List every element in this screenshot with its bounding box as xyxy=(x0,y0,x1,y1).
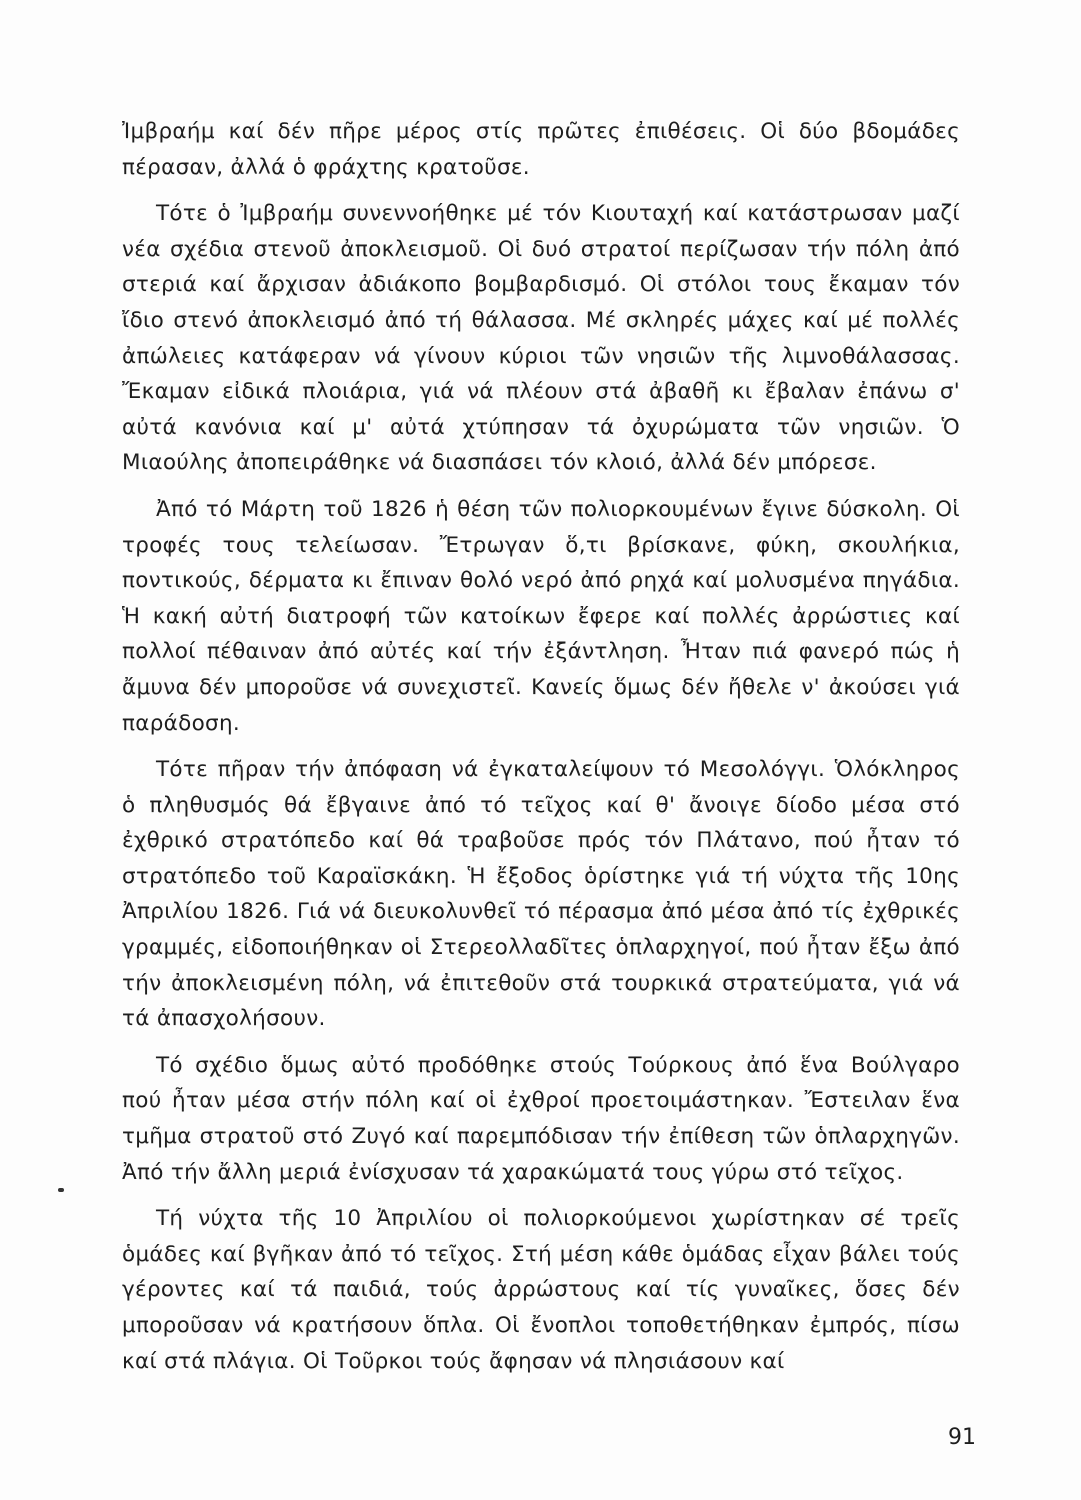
paragraph-3: Ἀπό τό Μάρτη τοῦ 1826 ἡ θέση τῶν πολιορκουμένων ἔγινε δύσκολη. Οἱ τροφές τους τελείωσαν. Ἔτρωγαν ὅ,τι βρίσκανε, φύκη, σκουλήκια, ποντικούς, δέρματα κι ἔπιναν θολό νερό ἀπό ρηχά καί μολυσμένα πηγάδια. Ἡ κακή αὐτή διατροφή τῶν κατοίκων ἔφερε καί πολλές ἀρρώστιες καί πολλοί πέθαιναν ἀπό αὐτές καί τήν ἐξάντληση. Ἦταν πιά φανερό πώς ἡ ἄμυνα δέν μποροῦσε νά συνεχιστεῖ. Κανείς ὅμως δέν ἤθελε ν' ἀκούσει γιά παράδοση. xyxy=(122,496,960,736)
paragraph-1: Ἰμβραήμ καί δέν πῆρε μέρος στίς πρῶτες ἐπιθέσεις. Οἱ δύο βδομάδες πέρασαν, ἀλλά ὁ φράχτης κρατοῦσε. xyxy=(122,119,960,180)
page-body xyxy=(122,114,960,1390)
paragraph-4: Τότε πῆραν τήν ἀπόφαση νά ἐγκαταλείψουν τό Μεσολόγγι. Ὁλόκληρος ὁ πληθυσμός θά ἔβγαινε ἀπό τό τεῖχος καί θ' ἄνοιγε δίοδο μέσα στό ἐχθρικό στρατόπεδο καί θά τραβοῦσε πρός τόν Πλάτανο, πού ἦταν τό στρατόπεδο τοῦ Καραϊσκάκη. Ἡ ἔξοδος ὁρίστηκε γιά τή νύχτα τῆς 10ης Ἀπριλίου 1826. Γιά νά διευκολυνθεῖ τό πέρασμα ἀπό μέσα ἀπό τίς ἐχθρικές γραμμές, εἰδοποιήθηκαν οἱ Στερεολλαδῖτες ὁπλαρχηγοί, πού ἦταν ἔξω ἀπό τήν ἀποκλεισμένη πόλη, νά ἐπιτεθοῦν στά τουρκικά στρατεύματα, γιά νά τά ἀπασχολήσουν. xyxy=(122,757,960,1032)
paragraph-2: Τότε ὁ Ἰμβραήμ συνεννοήθηκε μέ τόν Κιουταχή καί κατάστρωσαν μαζί νέα σχέδια στενοῦ ἀποκλεισμοῦ. Οἱ δυό στρατοί περίζωσαν τήν πόλη ἀπό στεριά καί ἄρχισαν ἀδιάκοπο βομβαρδισμό. Οἱ στόλοι τους ἔκαμαν τόν ἴδιο στενό ἀποκλεισμό ἀπό τή θάλασσα. Μέ σκληρές μάχες καί μέ πολλές ἀπώλειες κατάφεραν νά γίνουν κύριοι τῶν νησιῶν τῆς λιμνοθάλασσας. Ἔκαμαν εἰδικά πλοιάρια, γιά νά πλέουν στά ἀβαθῆ κι ἔβαλαν ἐπάνω σ' αὐτά κανόνια καί μ' αὐτά χτύπησαν τά ὀχυρώματα τῶν νησιῶν. Ὁ Μιαούλης ἀποπειράθηκε νά διασπάσει τόν κλοιό, ἀλλά δέν μπόρεσε. xyxy=(122,201,960,476)
paragraph-6: Τή νύχτα τῆς 10 Ἀπριλίου οἱ πολιορκούμενοι χωρίστηκαν σέ τρεῖς ὁμάδες καί βγῆκαν ἀπό τό τεῖχος. Στή μέση κάθε ὁμάδας εἶχαν βάλει τούς γέροντες καί τά παιδιά, τούς ἀρρώστους καί τίς γυναῖκες, ὅσες δέν μποροῦσαν νά κρατήσουν ὅπλα. Οἱ ἔνοπλοι τοποθετήθηκαν ἐμπρός, πίσω καί στά πλάγια. Οἱ Τοῦρκοι τούς ἄφησαν νά πλησιάσουν καί xyxy=(122,1206,960,1374)
paragraph-5: Τό σχέδιο ὅμως αὐτό προδόθηκε στούς Τούρκους ἀπό ἕνα Βούλγαρο πού ἦταν μέσα στήν πόλη καί οἱ ἐχθροί προετοιμάστηκαν. Ἔστειλαν ἕνα τμῆμα στρατοῦ στό Ζυγό καί παρεμπόδισαν τήν ἐπίθεση τῶν ὁπλαρχηγῶν. Ἀπό τήν ἄλλη μεριά ἐνίσχυσαν τά χαρακώματά τους γύρω στό τεῖχος. xyxy=(122,1052,960,1185)
page-number: 91 xyxy=(948,1425,976,1450)
scan-speck xyxy=(58,1188,64,1192)
